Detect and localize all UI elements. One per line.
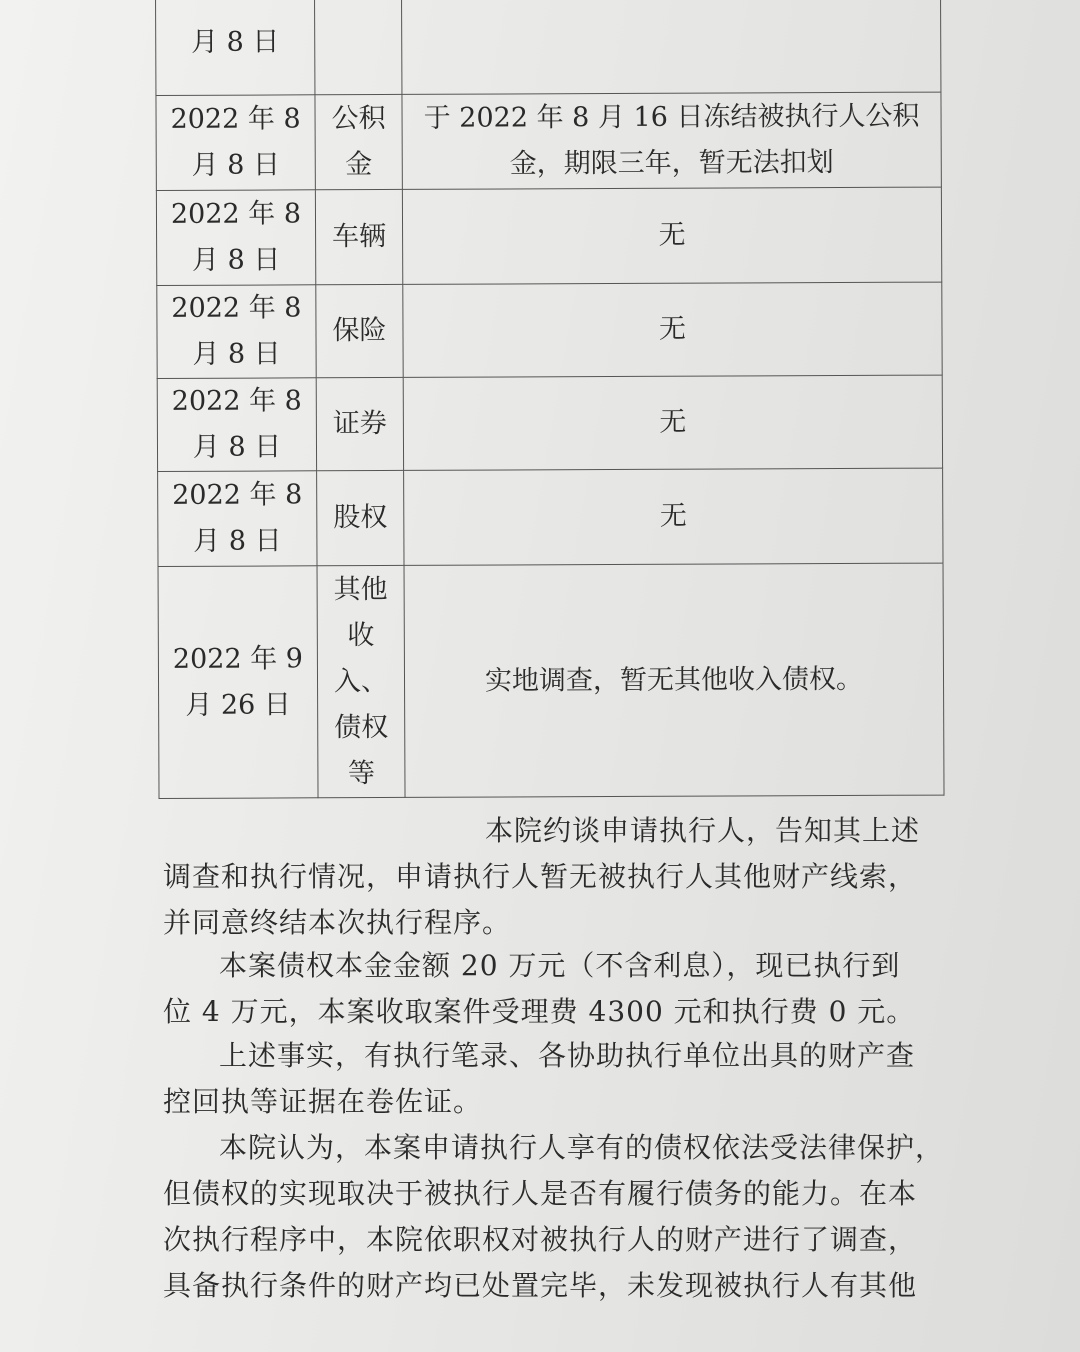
type-cell: [317, 565, 405, 797]
result-cell-line: 无: [658, 313, 687, 345]
type-cell: [317, 470, 404, 565]
date-cell: [157, 378, 316, 472]
type-cell-line: 金: [345, 149, 373, 181]
type-cell-line: 公积: [331, 102, 386, 135]
type-cell-line: 车辆: [332, 220, 387, 253]
paragraph-line: 调查和执行情况，申请执行人暂无被执行人其他财产线索，: [163, 860, 918, 893]
date-cell: [156, 190, 315, 286]
result-cell: [402, 187, 941, 284]
type-cell-line: 债权: [334, 711, 389, 743]
result-cell-line: 金，期限三年，暂无法扣划: [509, 147, 834, 180]
date-cell-line: 2022 年 8: [170, 103, 301, 135]
date-cell-line: 月 8 日: [190, 26, 280, 58]
result-cell: [403, 375, 942, 470]
type-cell: [316, 377, 403, 470]
table-row: [156, 92, 941, 190]
paragraph: [163, 943, 923, 1035]
date-cell-line: 月 8 日: [191, 244, 281, 276]
paragraph-line: 控回执等证据在卷佐证。: [163, 1085, 483, 1118]
type-cell: [315, 189, 402, 284]
result-cell: [404, 468, 943, 565]
date-cell: [156, 0, 315, 95]
result-cell-line: 无: [659, 406, 687, 438]
date-cell-line: 月 8 日: [191, 149, 281, 181]
result-cell-line: [402, 40, 940, 42]
type-cell: [316, 284, 403, 377]
paragraph-line: 位 4 万元，本案收取案件受理费 4300 元和执行费 0 元。: [163, 995, 916, 1028]
type-cell-line: 其他: [333, 573, 388, 605]
date-cell: [158, 471, 317, 567]
date-cell-line: 月 8 日: [192, 338, 281, 370]
result-cell: [404, 563, 944, 797]
date-cell-line: 2022 年 8: [171, 385, 302, 417]
type-cell: [315, 94, 402, 189]
type-cell-line: 股权: [333, 501, 388, 534]
property-investigation-table: [155, 0, 945, 799]
type-cell-line: 入、: [333, 665, 389, 697]
result-cell-line: 于 2022 年 8 月 16 日冻结被执行人公积: [423, 100, 920, 134]
result-cell: [401, 0, 940, 94]
result-cell-line: 无: [658, 219, 686, 251]
paragraph-line: 次执行程序中，本院依职权对被执行人的财产进行了调查，: [163, 1223, 918, 1256]
date-cell-line: 月 8 日: [193, 525, 282, 557]
date-cell: [158, 566, 318, 799]
paragraph: [163, 808, 923, 946]
paragraph: [163, 1125, 945, 1309]
paragraph-line: 但债权的实现取决于被执行人是否有履行债务的能力。在本: [163, 1177, 918, 1210]
date-cell-line: 月 8 日: [192, 431, 282, 463]
paragraph-line: 本案债权本金金额 20 万元（不含利息），现已执行到: [219, 949, 901, 982]
type-cell-line: 收: [347, 619, 375, 651]
type-cell-line: 保险: [332, 314, 387, 347]
type-cell: [315, 0, 402, 95]
date-cell-line: 2022 年 9: [172, 642, 304, 675]
table-row: [157, 282, 942, 378]
type-cell-line: 证券: [332, 407, 387, 440]
date-cell-line: 2022 年 8: [171, 292, 302, 324]
paragraph: [163, 1033, 923, 1125]
result-cell-line: 实地调查，暂无其他收入债权。: [484, 663, 864, 697]
table-row: [156, 0, 941, 95]
type-cell-line: 等: [347, 757, 375, 789]
paragraph-line: 本院认为，本案申请执行人享有的债权依法受法律保护，: [219, 1131, 945, 1164]
result-cell: [402, 92, 941, 189]
result-cell: [403, 282, 942, 377]
table-row: [158, 563, 944, 798]
date-cell-line: 月 26 日: [185, 688, 291, 721]
paragraph-line: 本院约谈申请执行人，告知其上述: [485, 814, 921, 847]
paragraph-line: 具备执行条件的财产均已处置完毕，未发现被执行人有其他: [163, 1269, 918, 1302]
table-row: [158, 468, 943, 566]
date-cell-line: 2022 年 8: [170, 198, 302, 230]
date-cell: [157, 285, 316, 379]
result-cell-line: 无: [659, 500, 687, 532]
table-row: [157, 375, 942, 471]
paragraph-line: 并同意终结本次执行程序。: [163, 906, 512, 939]
table-row: [156, 187, 941, 285]
date-cell-line: 2022 年 8: [172, 479, 303, 511]
paragraph-line: 上述事实，有执行笔录、各协助执行单位出具的财产查: [219, 1039, 916, 1072]
date-cell: [156, 95, 315, 191]
